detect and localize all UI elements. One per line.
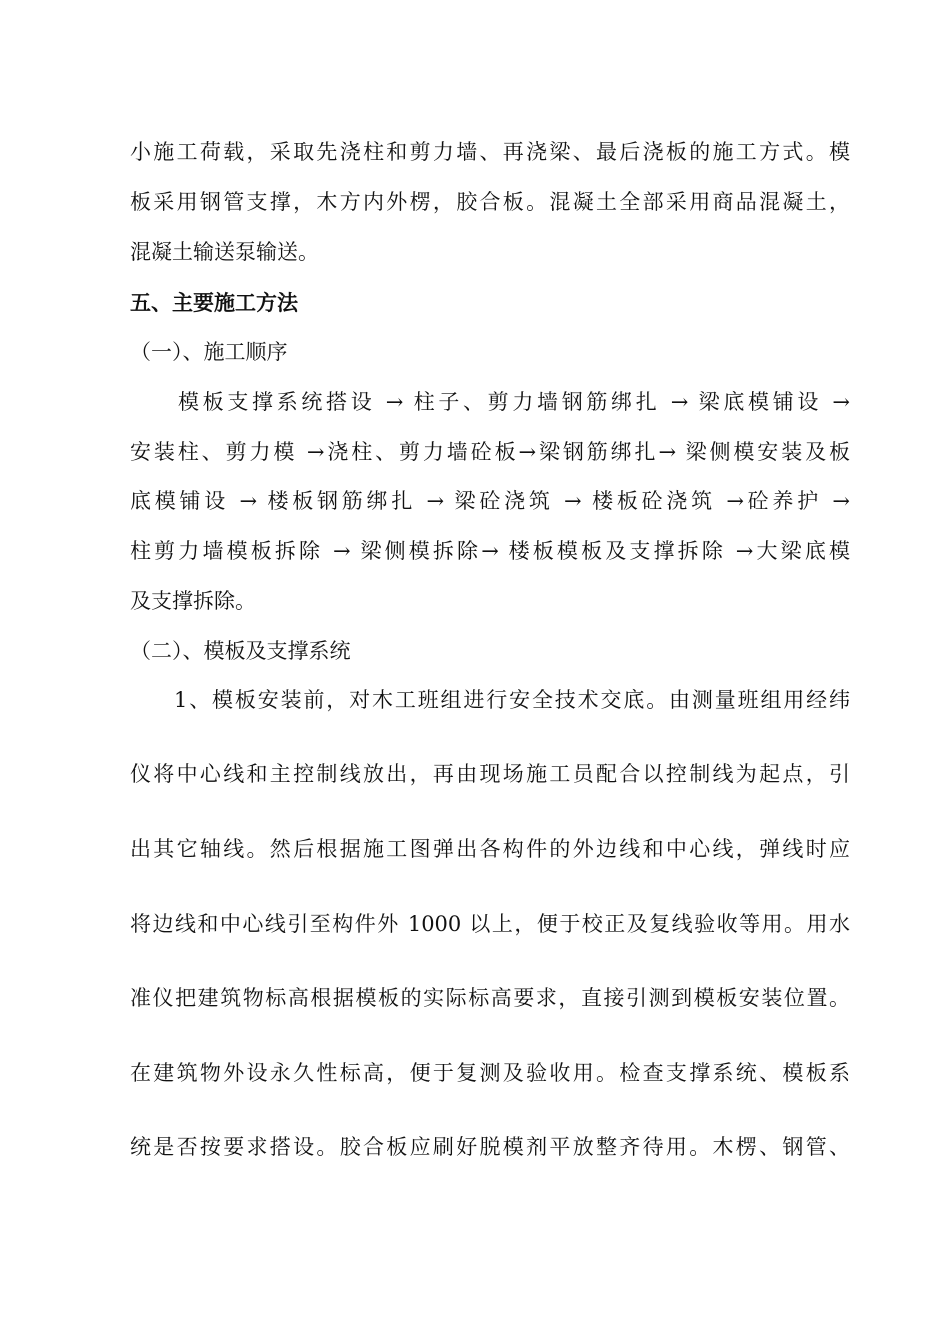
formwork-line-3: 出其它轴线。然后根据施工图弹出各构件的外边线和中心线，弹线时应 xyxy=(130,837,850,861)
formwork-line-4: 将边线和中心线引至构件外 1000 以上，便于校正及复线验收等用。用水 xyxy=(130,912,850,936)
intro-line-3: 混凝土输送泵输送。 xyxy=(130,240,319,264)
intro-line-2: 板采用钢管支撑，木方内外楞，胶合板。混凝土全部采用商品混凝土， xyxy=(130,190,850,214)
formwork-line-6: 在建筑物外设永久性标高，便于复测及验收用。检查支撑系统、模板系 xyxy=(130,1061,850,1085)
subsection-2-title: （二）、模板及支撑系统 xyxy=(130,639,351,663)
sequence-line-2: 安装柱、剪力模 →浇柱、剪力墙砼板→梁钢筋绑扎→ 梁侧模安装及板 xyxy=(130,440,850,464)
formwork-line-1: 1、模板安装前，对木工班组进行安全技术交底。由测量班组用经纬 xyxy=(174,688,850,712)
sequence-line-1: 模板支撑系统搭设 → 柱子、剪力墙钢筋绑扎 → 梁底模铺设 → xyxy=(178,390,850,414)
formwork-line-5: 准仪把建筑物标高根据模板的实际标高要求，直接引测到模板安装位置。 xyxy=(130,986,850,1010)
sequence-line-5: 及支撑拆除。 xyxy=(130,589,256,613)
section-heading: 五、主要施工方法 xyxy=(130,290,298,315)
subsection-1-title: （一）、施工顺序 xyxy=(130,340,288,364)
sequence-line-3: 底模铺设 → 楼板钢筋绑扎 → 梁砼浇筑 → 楼板砼浇筑 →砼养护 → xyxy=(130,489,850,513)
formwork-line-7: 统是否按要求搭设。胶合板应刷好脱模剂平放整齐待用。木楞、钢管、 xyxy=(130,1135,850,1159)
sequence-line-4: 柱剪力墙模板拆除 → 梁侧模拆除→ 楼板模板及支撑拆除 →大梁底模 xyxy=(130,539,850,563)
intro-line-1: 小施工荷载，采取先浇柱和剪力墙、再浇梁、最后浇板的施工方式。模 xyxy=(130,140,850,164)
formwork-line-2: 仪将中心线和主控制线放出，再由现场施工员配合以控制线为起点，引 xyxy=(130,762,850,786)
